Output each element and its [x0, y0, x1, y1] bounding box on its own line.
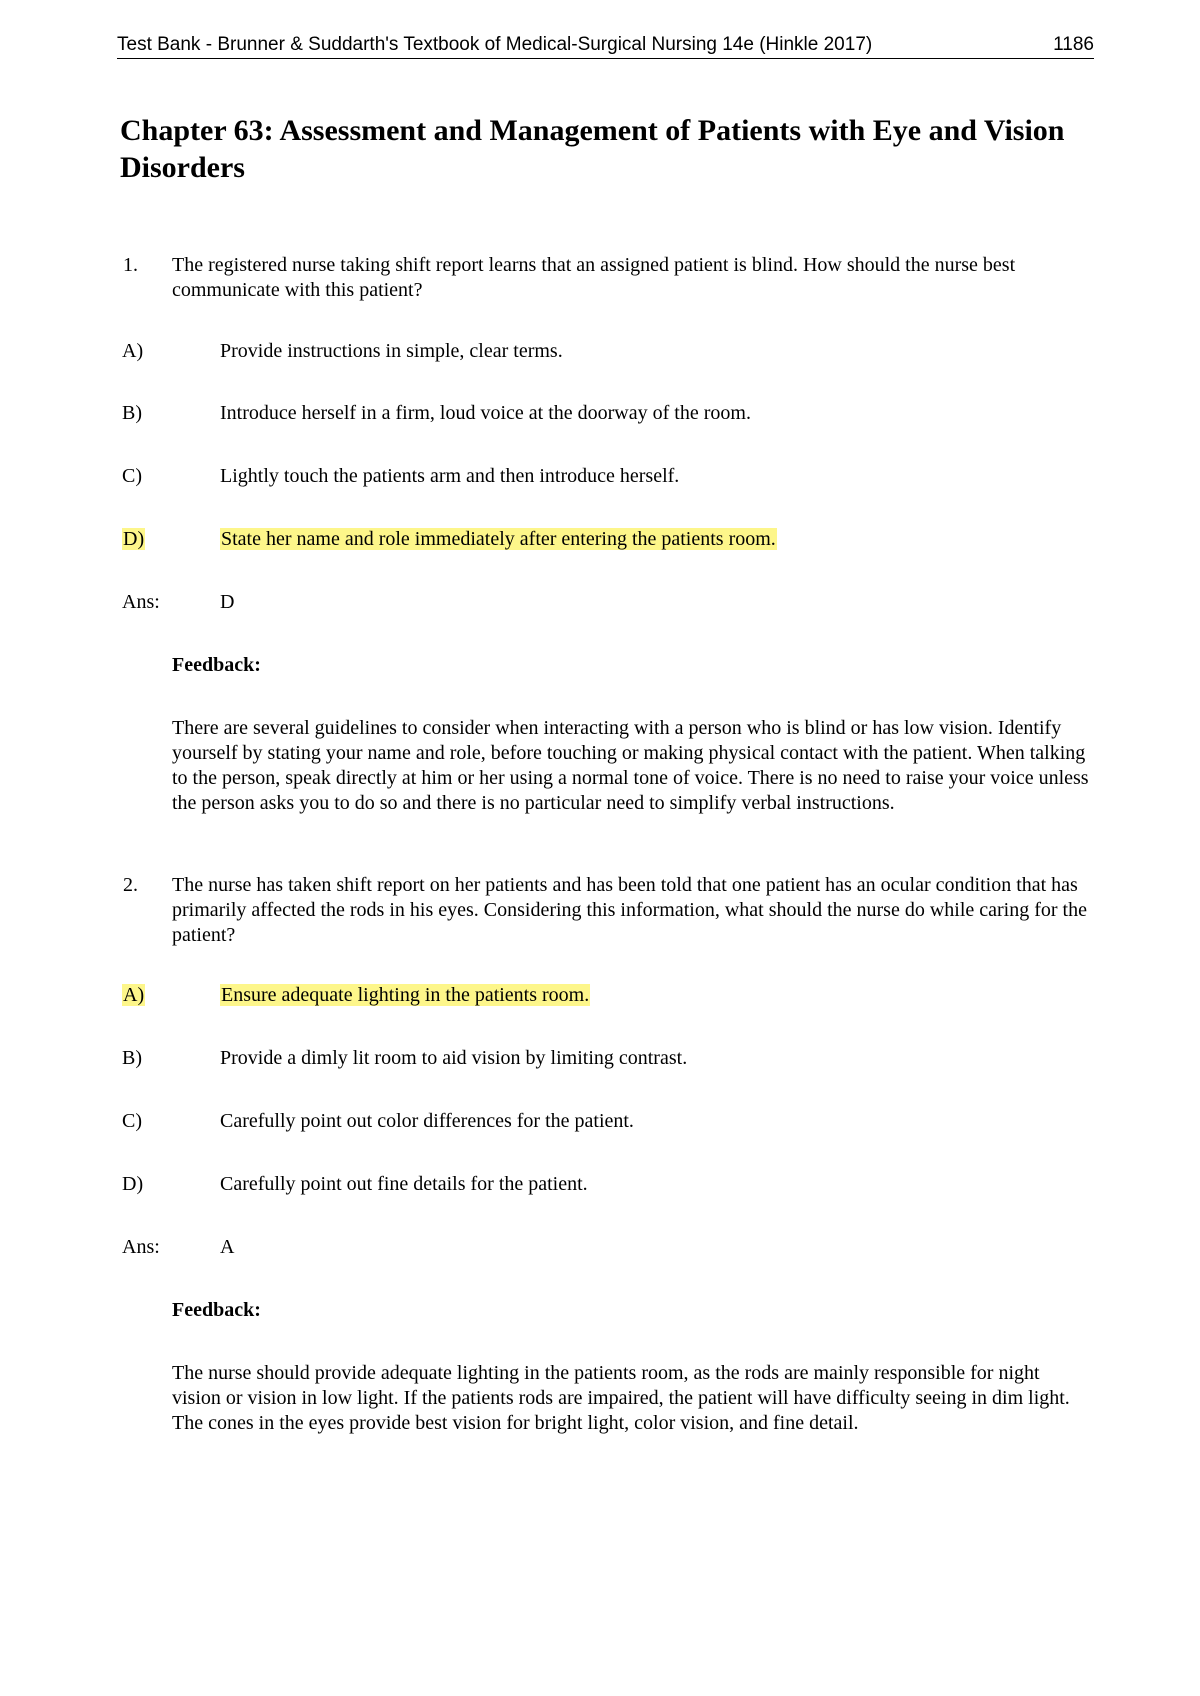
option-text: Provide instructions in simple, clear terms. — [220, 340, 563, 362]
option-label: B) — [122, 402, 142, 424]
answer-value: A — [220, 1236, 235, 1258]
running-header — [117, 34, 1094, 59]
feedback-text: The nurse should provide adequate lighting in the patients room, as the rods are mainly responsible for night vision or vision in low light. If the patients rods are impaired, the patient will have difficulty seeing in dim light. The cones in the eyes provide best vision for bright light, color vision, and fine detail. — [172, 1362, 1070, 1434]
option-text-highlighted: Ensure adequate lighting in the patients room. — [221, 984, 590, 1006]
feedback-text: There are several guidelines to consider when interacting with a person who is blind or has low vision. Identify yourself by stating your name and role, before touching or making physical contact with the patient. When talking to the person, speak directly at him or her using a normal tone of voice. There is no need to raise your voice unless the person asks you to do so and there is no particular need to simplify verbal instructions. — [172, 717, 1089, 814]
question-stem: The nurse has taken shift report on her patients and has been told that one patient has an ocular condition that has primarily affected the rods in his eyes. Considering this information, what should the nurse do while caring for the patient? — [172, 874, 1087, 946]
chapter-title: Chapter 63: Assessment and Management of Patients with Eye and Vision Disorders — [120, 114, 1065, 184]
option-label: C) — [122, 465, 142, 487]
answer-value: D — [220, 591, 235, 613]
option-text: Carefully point out color differences for the patient. — [220, 1110, 634, 1132]
option-text-highlighted: State her name and role immediately after entering the patients room. — [221, 528, 776, 550]
feedback-heading: Feedback: — [172, 1299, 261, 1321]
option-label: A) — [122, 340, 144, 362]
question-number: 2. — [123, 874, 138, 896]
option-text: Introduce herself in a firm, loud voice at the doorway of the room. — [220, 402, 751, 424]
option-label-highlighted: D) — [123, 528, 145, 550]
question-number: 1. — [123, 254, 138, 276]
header-title: Test Bank - Brunner & Suddarth's Textbook of Medical-Surgical Nursing 14e (Hinkle 2017) — [117, 34, 873, 55]
option-label: B) — [122, 1047, 142, 1069]
option-label: C) — [122, 1110, 142, 1132]
option-label-highlighted: A) — [123, 984, 145, 1006]
page-number: 1186 — [1053, 34, 1094, 55]
answer-label: Ans: — [122, 591, 160, 613]
question-stem: The registered nurse taking shift report learns that an assigned patient is blind. How should the nurse best communicate with this patient? — [172, 254, 1016, 301]
feedback-heading: Feedback: — [172, 654, 261, 676]
option-text: Provide a dimly lit room to aid vision by limiting contrast. — [220, 1047, 688, 1069]
option-text: Lightly touch the patients arm and then introduce herself. — [220, 465, 680, 487]
option-text: Carefully point out fine details for the patient. — [220, 1173, 588, 1195]
answer-label: Ans: — [122, 1236, 160, 1258]
option-label: D) — [122, 1173, 144, 1195]
